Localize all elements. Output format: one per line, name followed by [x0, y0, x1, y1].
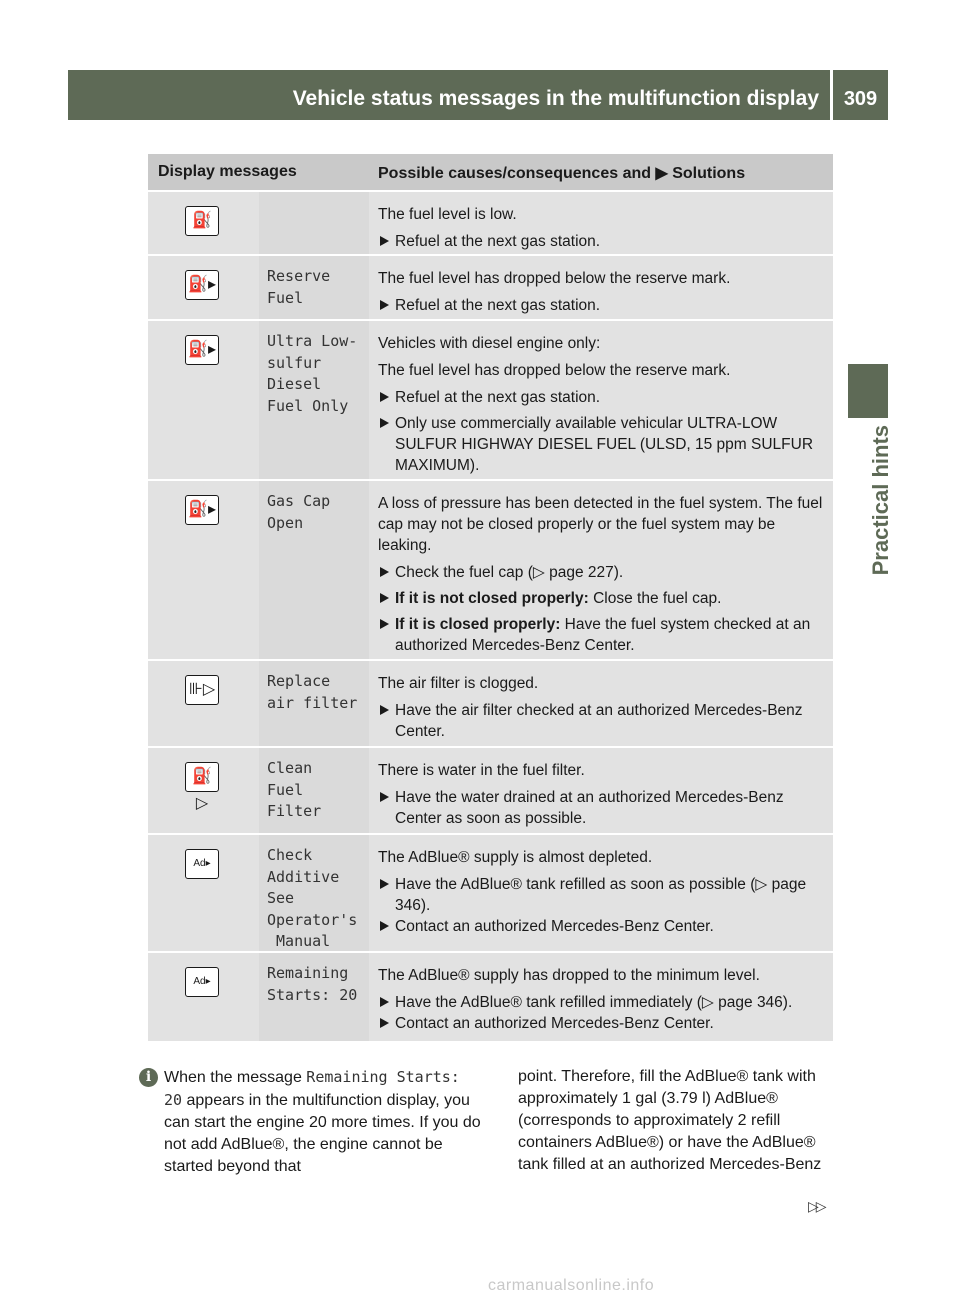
display-message: Reserve Fuel — [267, 267, 331, 307]
cause-text: Vehicles with diesel engine only: — [378, 335, 601, 352]
section-label: Practical hints — [868, 425, 893, 576]
solution-step: Only use commercially available vehicular ULTRA-LOW SULFUR HIGHWAY DIESEL FUEL (ULSD, 15 ppm SULFUR MAXIMUM). — [378, 413, 829, 476]
page-title: Vehicle status messages in the multifunction display — [292, 87, 819, 110]
solution-step: Have the air filter checked at an authorized Mercedes-Benz Center. — [378, 700, 829, 742]
air-filter-icon: ⊪▷ — [185, 675, 219, 705]
section-marker — [848, 364, 888, 418]
info-icon: i — [139, 1068, 158, 1087]
watermark: carmanualsonline.info — [488, 1277, 655, 1294]
fuel-pump-icon: ⛽▸ — [185, 495, 219, 525]
cause-text: The fuel level is low. — [378, 206, 517, 223]
table-row — [148, 190, 833, 254]
solution-step: Refuel at the next gas station. — [378, 387, 829, 408]
solution-step: If it is not closed properly: Close the fuel cap. — [378, 588, 829, 609]
cause-text: A loss of pressure has been detected in the fuel system. The fuel cap may not be closed properly or the fuel system may be leaking. — [378, 495, 823, 554]
table-row — [148, 319, 833, 479]
table-row — [148, 254, 833, 319]
display-message: Gas Cap Open — [267, 492, 331, 532]
solution-step: Check the fuel cap (▷ page 227). — [378, 562, 829, 583]
cause-text: The fuel level has dropped below the reserve mark. — [378, 270, 731, 287]
fuel-pump-icon: ⛽▸ — [185, 335, 219, 365]
table-row — [148, 659, 833, 746]
fuel-filter-icon: ⛽▷ — [185, 762, 219, 792]
solution-step: If it is closed properly: Have the fuel system checked at an authorized Mercedes-Benz Center. — [378, 614, 829, 656]
display-message — [259, 192, 369, 202]
display-message: Remaining Starts: 20 — [267, 964, 358, 1004]
cause-text: The air filter is clogged. — [378, 675, 539, 692]
display-message: Clean Fuel Filter — [267, 759, 322, 820]
solution-step: Refuel at the next gas station. — [378, 231, 829, 252]
header-bar — [68, 70, 888, 120]
solution-step: Contact an authorized Mercedes-Benz Center. — [378, 916, 829, 937]
continue-arrow-icon: ▷▷ — [808, 1198, 824, 1214]
column-header-display: Display messages — [158, 163, 297, 180]
note-column-left: When the message Remaining Starts: 20 appears in the multifunction display, you can start the engine 20 more times. If you do not add AdBlue®, the engine cannot be started beyond that — [164, 1068, 481, 1175]
cause-text: There is water in the fuel filter. — [378, 762, 585, 779]
column-header-solutions: Possible causes/consequences and ▶ Solutions — [378, 165, 746, 182]
display-message: Ultra Low- sulfur Diesel Fuel Only — [267, 332, 358, 415]
table-row — [148, 833, 833, 951]
table-row — [148, 951, 833, 1041]
fuel-pump-icon: ⛽▸ — [185, 270, 219, 300]
solution-step: Have the AdBlue® tank refilled as soon as possible (▷ page 346). — [378, 874, 829, 916]
adblue-icon: Ad▸ — [185, 967, 219, 997]
solution-step: Have the AdBlue® tank refilled immediately (▷ page 346). — [378, 992, 829, 1013]
adblue-icon: Ad▸ — [185, 849, 219, 879]
note-column-right: point. Therefore, fill the AdBlue® tank with approximately 1 gal (3.79 l) AdBlue® (corresponds to approximately 2 refill containers AdBlue®) or have the AdBlue® tank filled at an authorized Mercedes-Benz — [518, 1068, 822, 1173]
cause-text: The AdBlue® supply has dropped to the minimum level. — [378, 967, 760, 984]
table-header — [148, 154, 833, 190]
cause-text: The fuel level has dropped below the reserve mark. — [378, 362, 731, 379]
table-row — [148, 479, 833, 659]
solution-step: Have the water drained at an authorized Mercedes-Benz Center as soon as possible. — [378, 787, 829, 829]
solution-step: Contact an authorized Mercedes-Benz Center. — [378, 1013, 829, 1034]
table-row — [148, 746, 833, 833]
display-message: Check Additive See Operator's Manual — [267, 846, 358, 950]
status-message-table — [148, 154, 833, 1041]
display-message: Replace air filter — [267, 672, 358, 712]
cause-text: The AdBlue® supply is almost depleted. — [378, 849, 653, 866]
page-number: 309 — [843, 88, 878, 110]
solution-step: Refuel at the next gas station. — [378, 295, 829, 316]
fuel-car-icon: ⛽ — [185, 206, 219, 236]
